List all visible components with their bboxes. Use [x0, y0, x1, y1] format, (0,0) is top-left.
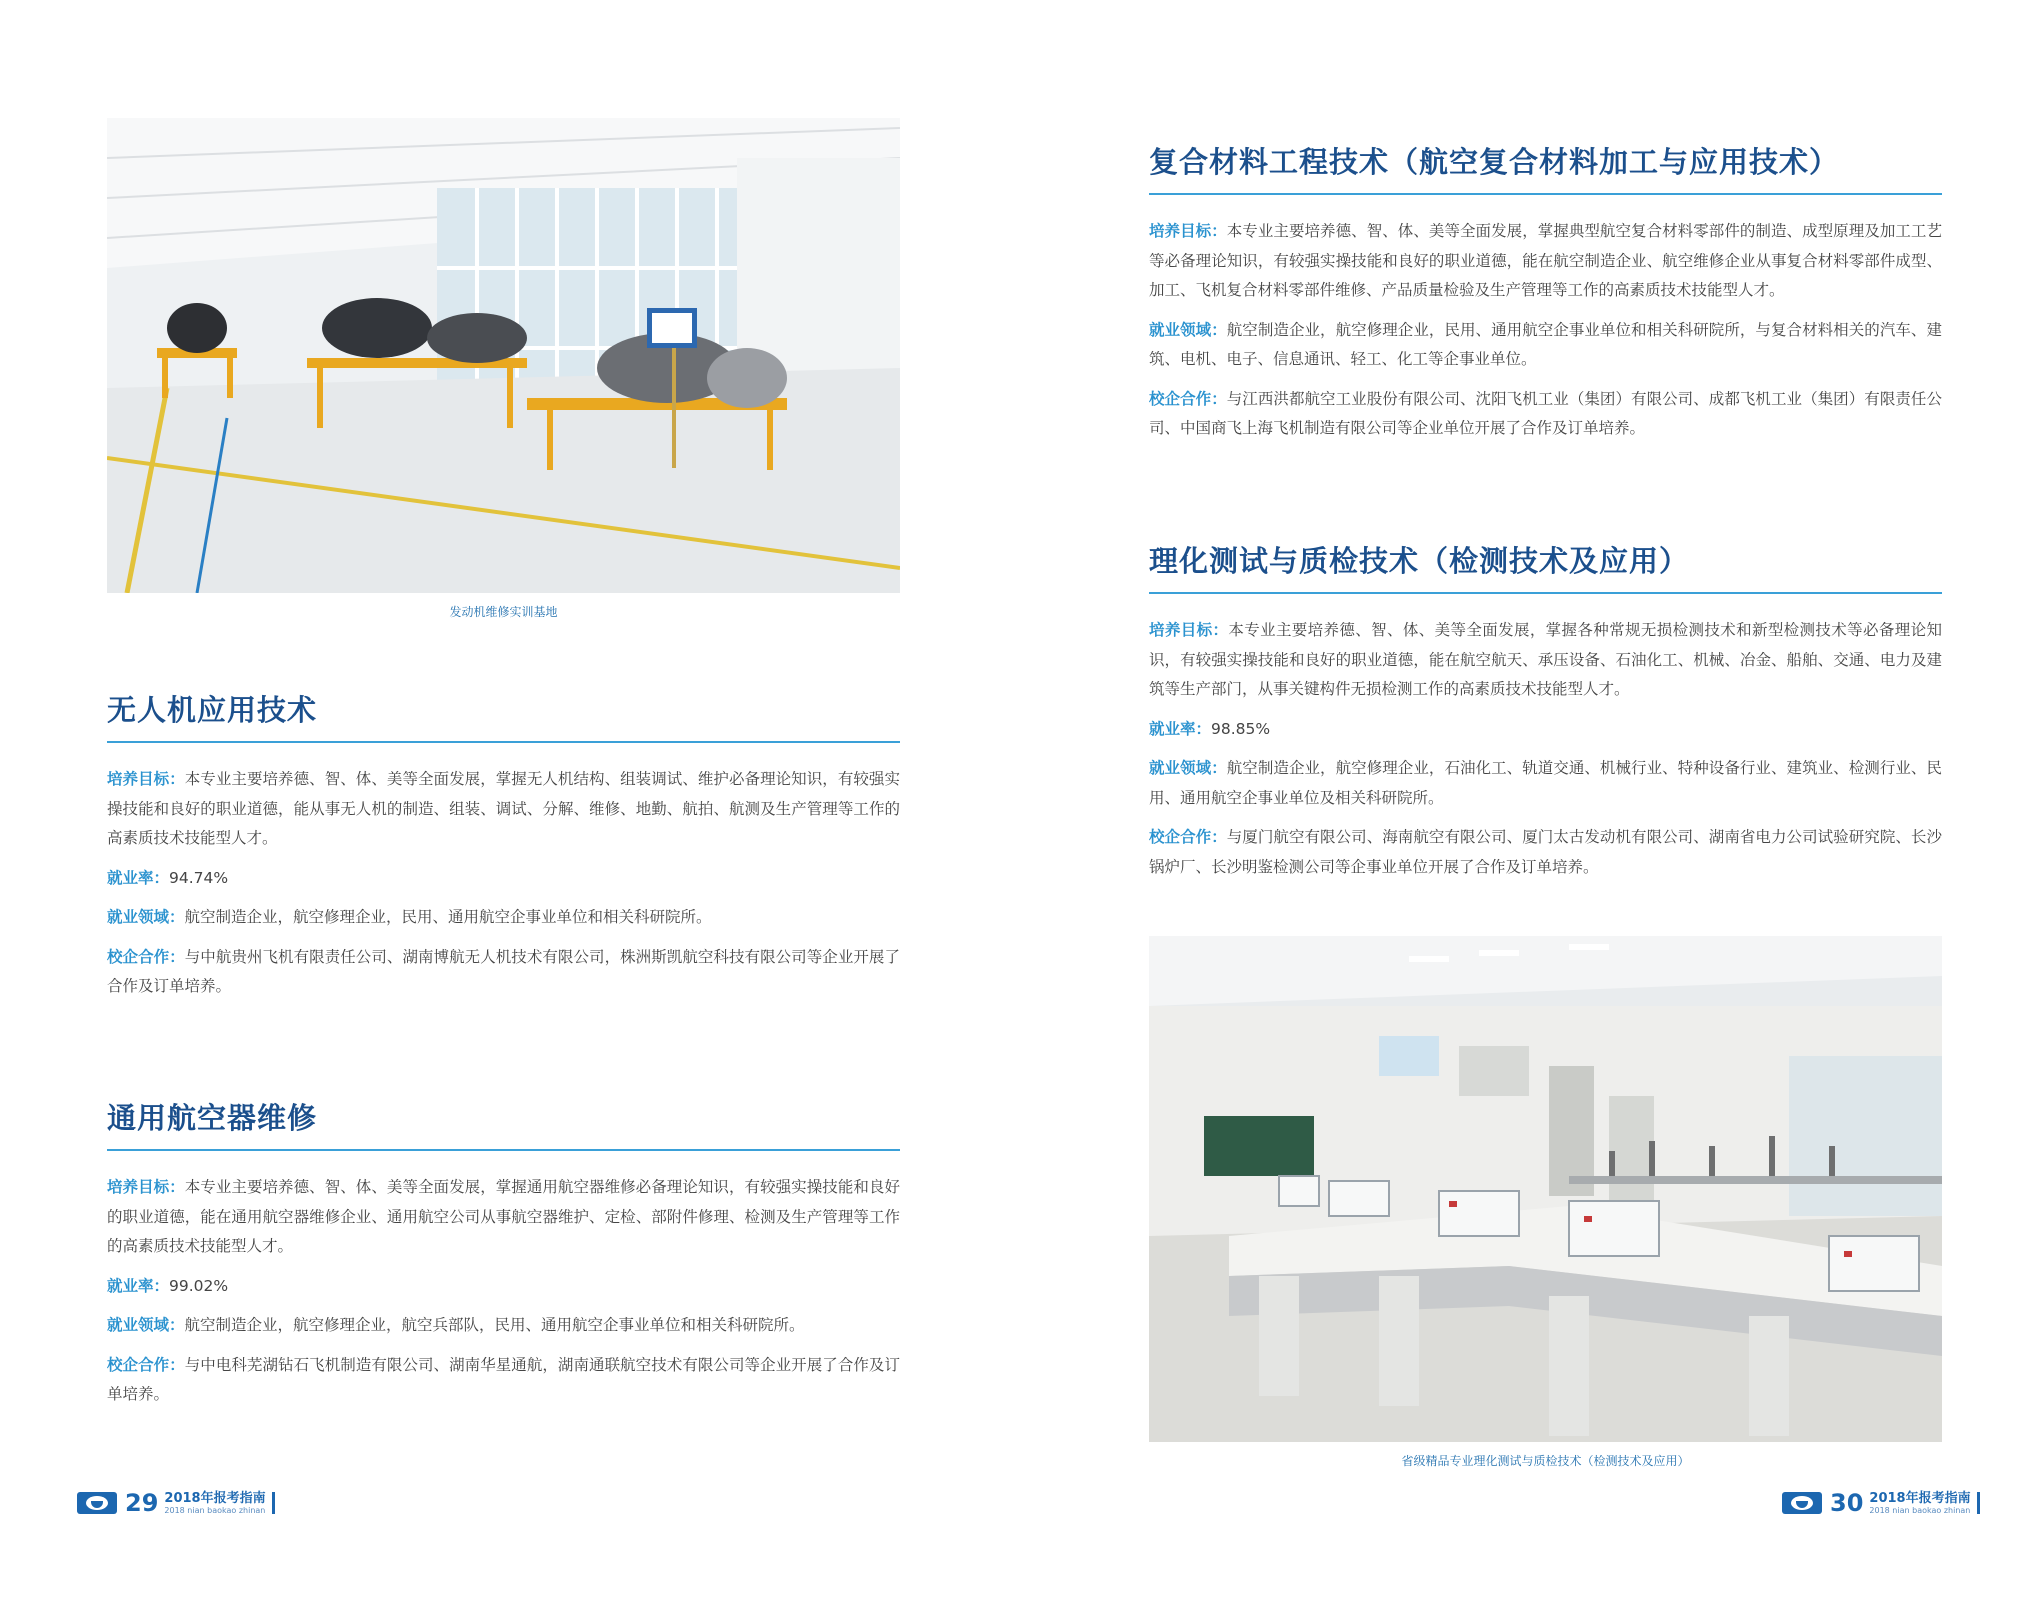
para-label: 就业领域： [1149, 320, 1227, 339]
para-label: 就业率： [107, 1276, 170, 1295]
section-aircraft-maintenance [107, 1096, 900, 1420]
paragraph-cooperation [1149, 823, 1942, 882]
paragraph-employment-field [107, 903, 900, 933]
section-title: 通用航空器维修 [107, 1096, 900, 1151]
engine-lab-caption: 发动机维修实训基地 [449, 605, 558, 619]
para-label: 校企合作： [107, 947, 185, 966]
section-testing-quality [1149, 539, 1942, 892]
page-footer [1782, 1490, 1980, 1516]
para-text: 99.02% [169, 1276, 229, 1295]
paragraph-goal [1149, 616, 1942, 705]
paragraph-employment-rate [107, 1272, 900, 1302]
para-text: 航空制造企业，航空修理企业，航空兵部队，民用、通用航空企事业单位和相关科研院所。 [184, 1316, 805, 1334]
para-label: 培养目标： [107, 1178, 185, 1196]
testing-lab-photo [1149, 936, 1942, 1442]
section-uav [107, 688, 900, 1012]
paragraph-goal [107, 1173, 900, 1262]
right-page [1022, 0, 2044, 1601]
para-label: 就业领域： [107, 1316, 185, 1334]
para-label: 培养目标： [1149, 222, 1227, 240]
section-title: 无人机应用技术 [107, 688, 900, 743]
footer-divider [1977, 1492, 1980, 1514]
paragraph-employment-rate [1149, 715, 1942, 745]
para-label: 校企合作： [1149, 828, 1227, 846]
para-text: 94.74% [169, 868, 229, 887]
footer-title: 2018年报考指南 [1869, 1490, 1971, 1506]
para-label: 就业率： [1149, 719, 1212, 738]
para-text: 本专业主要培养德、智、体、美等全面发展，掌握各种常规无损检测技术和新型检测技术等必备理论知识，有较强实操技能和良好的职业道德，能在航空航天、承压设备、石油化工、机械、冶金、船舶、交通、电力及建筑等生产部门，从事关键构件无损检测工作的高素质技术技能型人才。 [1149, 621, 1942, 698]
section-composites [1149, 140, 1942, 454]
para-label: 校企合作： [1149, 389, 1227, 408]
para-label: 校企合作： [107, 1355, 185, 1374]
paragraph-cooperation [107, 943, 900, 1002]
para-text: 本专业主要培养德、智、体、美等全面发展，掌握无人机结构、组装调试、维护必备理论知识，有较强实操技能和良好的职业道德，能从事无人机的制造、组装、调试、分解、维修、地勤、航拍、航测及生产管理等工作的高素质技术技能型人才。 [107, 770, 900, 847]
para-text: 与江西洪都航空工业股份有限公司、沈阳飞机工业（集团）有限公司、成都飞机工业（集团）有限责任公司、中国商飞上海飞机制造有限公司等企业单位开展了合作及订单培养。 [1149, 389, 1942, 437]
paragraph-employment-rate [107, 864, 900, 894]
para-text: 航空制造企业，航空修理企业，民用、通用航空企事业单位和相关科研院所，与复合材料相关的汽车、建筑、电机、电子、信息通讯、轻工、化工等企事业单位。 [1149, 320, 1942, 368]
paragraph-employment-field [107, 1311, 900, 1341]
page-footer [77, 1490, 275, 1516]
page-number: 29 [125, 1489, 159, 1517]
footer-subtitle: 2018 nian baokao zhinan [164, 1505, 266, 1515]
para-label: 就业率： [107, 868, 170, 887]
engine-lab-photo [107, 118, 900, 593]
para-label: 就业领域： [1149, 759, 1227, 777]
para-text: 本专业主要培养德、智、体、美等全面发展，掌握典型航空复合材料零部件的制造、成型原理及加工工艺等必备理论知识，有较强实操技能和良好的职业道德，能在航空制造企业、航空维修企业从事复合材料零部件成型、加工、飞机复合材料零部件维修、产品质量检验及生产管理等工作的高素质技术技能型人才。 [1149, 222, 1942, 299]
para-text: 98.85% [1211, 719, 1271, 738]
paragraph-goal [107, 765, 900, 854]
paragraph-cooperation [1149, 385, 1942, 444]
para-text: 与中电科芜湖钻石飞机制造有限公司、湖南华星通航，湖南通联航空技术有限公司等企业开展了合作及订单培养。 [107, 1355, 900, 1403]
section-title: 复合材料工程技术（航空复合材料加工与应用技术） [1149, 140, 1942, 195]
para-text: 本专业主要培养德、智、体、美等全面发展，掌握通用航空器维修必备理论知识，有较强实操技能和良好的职业道德，能在通用航空器维修企业、通用航空公司从事航空器维护、定检、部附件修理、检测及生产管理等工作的高素质技术技能型人才。 [107, 1178, 900, 1255]
school-logo-icon [1782, 1492, 1822, 1514]
paragraph-goal [1149, 217, 1942, 306]
footer-title: 2018年报考指南 [164, 1490, 266, 1506]
footer-title-block [164, 1492, 265, 1515]
para-label: 培养目标： [1149, 621, 1229, 639]
paragraph-cooperation [107, 1351, 900, 1410]
para-text: 航空制造企业，航空修理企业，石油化工、轨道交通、机械行业、特种设备行业、建筑业、检测行业、民用、通用航空企事业单位及相关科研院所。 [1149, 759, 1942, 807]
para-label: 就业领域： [107, 908, 185, 926]
footer-divider [272, 1492, 275, 1514]
paragraph-employment-field [1149, 754, 1942, 813]
testing-lab-caption: 省级精品专业理化测试与质检技术（检测技术及应用） [1401, 1454, 1690, 1468]
footer-subtitle: 2018 nian baokao zhinan [1869, 1505, 1971, 1515]
para-text: 与厦门航空有限公司、海南航空有限公司、厦门太古发动机有限公司、湖南省电力公司试验研究院、长沙锅炉厂、长沙明鉴检测公司等企事业单位开展了合作及订单培养。 [1149, 828, 1942, 876]
school-logo-icon [77, 1492, 117, 1514]
para-text: 与中航贵州飞机有限责任公司、湖南博航无人机技术有限公司，株洲斯凯航空科技有限公司等企业开展了合作及订单培养。 [107, 947, 900, 995]
page-number: 30 [1830, 1489, 1864, 1517]
section-title: 理化测试与质检技术（检测技术及应用） [1149, 539, 1942, 594]
footer-title-block [1869, 1492, 1970, 1515]
paragraph-employment-field [1149, 316, 1942, 375]
para-text: 航空制造企业，航空修理企业，民用、通用航空企事业单位和相关科研院所。 [184, 908, 712, 926]
para-label: 培养目标： [107, 770, 185, 788]
